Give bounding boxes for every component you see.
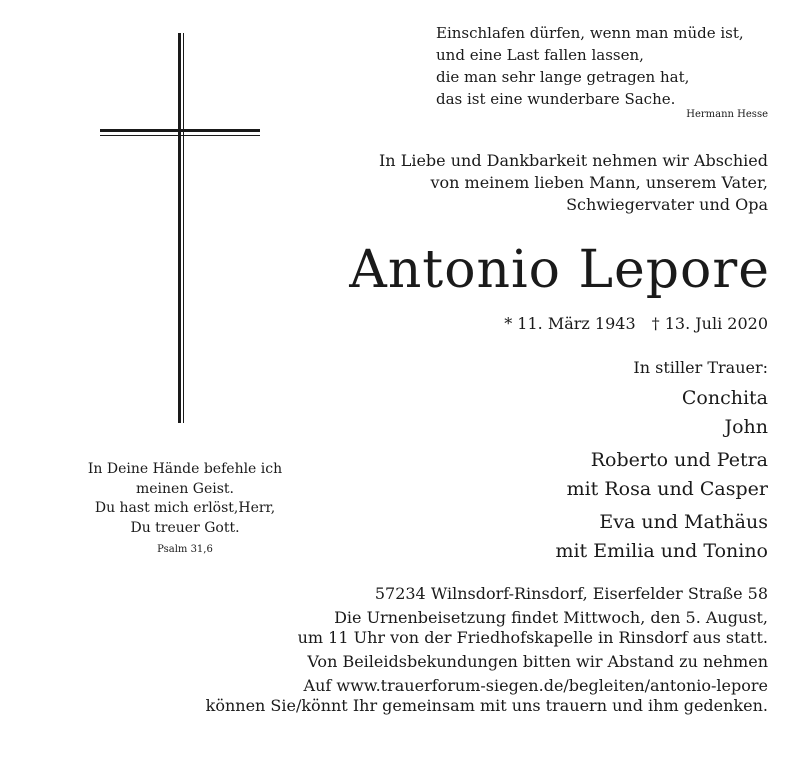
deceased-name: Antonio Lepore xyxy=(349,240,770,300)
quote-line: die man sehr lange getragen hat, xyxy=(436,68,690,86)
quote-line: das ist eine wunderbare Sache. xyxy=(436,90,676,108)
cross-icon-inner-line xyxy=(183,33,184,423)
psalm-reference: Psalm 31,6 xyxy=(157,544,213,555)
psalm-line: meinen Geist. xyxy=(135,480,234,497)
mourner-name: Roberto und Petra xyxy=(590,449,768,471)
quote-line: und eine Last fallen lassen, xyxy=(436,46,644,64)
psalm-line: In Deine Hände befehle ich xyxy=(87,461,283,477)
mourners-list xyxy=(368,384,768,566)
death-date: † 13. Juli 2020 xyxy=(651,314,768,333)
hesse-quote xyxy=(436,22,776,110)
ceremony-line: um 11 Uhr von der Friedhofskapelle in Rinsdorf aus statt. xyxy=(297,628,768,647)
intro-line: Schwiegervater und Opa xyxy=(566,195,768,214)
psalm-line: Du hast mich erlöst,Herr, xyxy=(94,500,276,516)
mourner-name: mit Rosa und Casper xyxy=(566,478,768,500)
farewell-intro xyxy=(308,150,768,216)
web-line: können Sie/könnt Ihr gemeinsam mit uns trauern und ihm gedenken. xyxy=(205,696,768,715)
cross-bar-inner-line xyxy=(100,135,260,136)
cross-icon xyxy=(178,33,181,423)
mourner-name: mit Emilia und Tonino xyxy=(555,540,768,562)
web-line: Auf www.trauerforum-siegen.de/begleiten/antonio-lepore xyxy=(303,676,768,695)
quote-author: Hermann Hesse xyxy=(686,109,768,120)
mourner-name: Eva und Mathäus xyxy=(599,511,768,533)
life-dates xyxy=(504,314,768,333)
funeral-info xyxy=(68,584,768,716)
psalm-line: Du treuer Gott. xyxy=(130,519,240,536)
intro-line: In Liebe und Dankbarkeit nehmen wir Abschied xyxy=(378,151,768,170)
address: 57234 Wilnsdorf-Rinsdorf, Eiserfelder Straße 58 xyxy=(374,584,768,603)
birth-date: * 11. März 1943 xyxy=(504,314,636,333)
cross-bar xyxy=(100,129,260,132)
intro-line: von meinem lieben Mann, unserem Vater, xyxy=(430,173,768,192)
condolence-note: Von Beileidsbekundungen bitten wir Abstand zu nehmen xyxy=(307,652,768,671)
psalm-verse xyxy=(50,460,320,560)
mourner-name: Conchita xyxy=(681,387,768,409)
mourners-label: In stiller Trauer: xyxy=(633,358,768,377)
ceremony-line: Die Urnenbeisetzung findet Mittwoch, den 5. August, xyxy=(334,608,768,627)
mourner-name: John xyxy=(724,416,768,438)
quote-line: Einschlafen dürfen, wenn man müde ist, xyxy=(436,24,744,42)
